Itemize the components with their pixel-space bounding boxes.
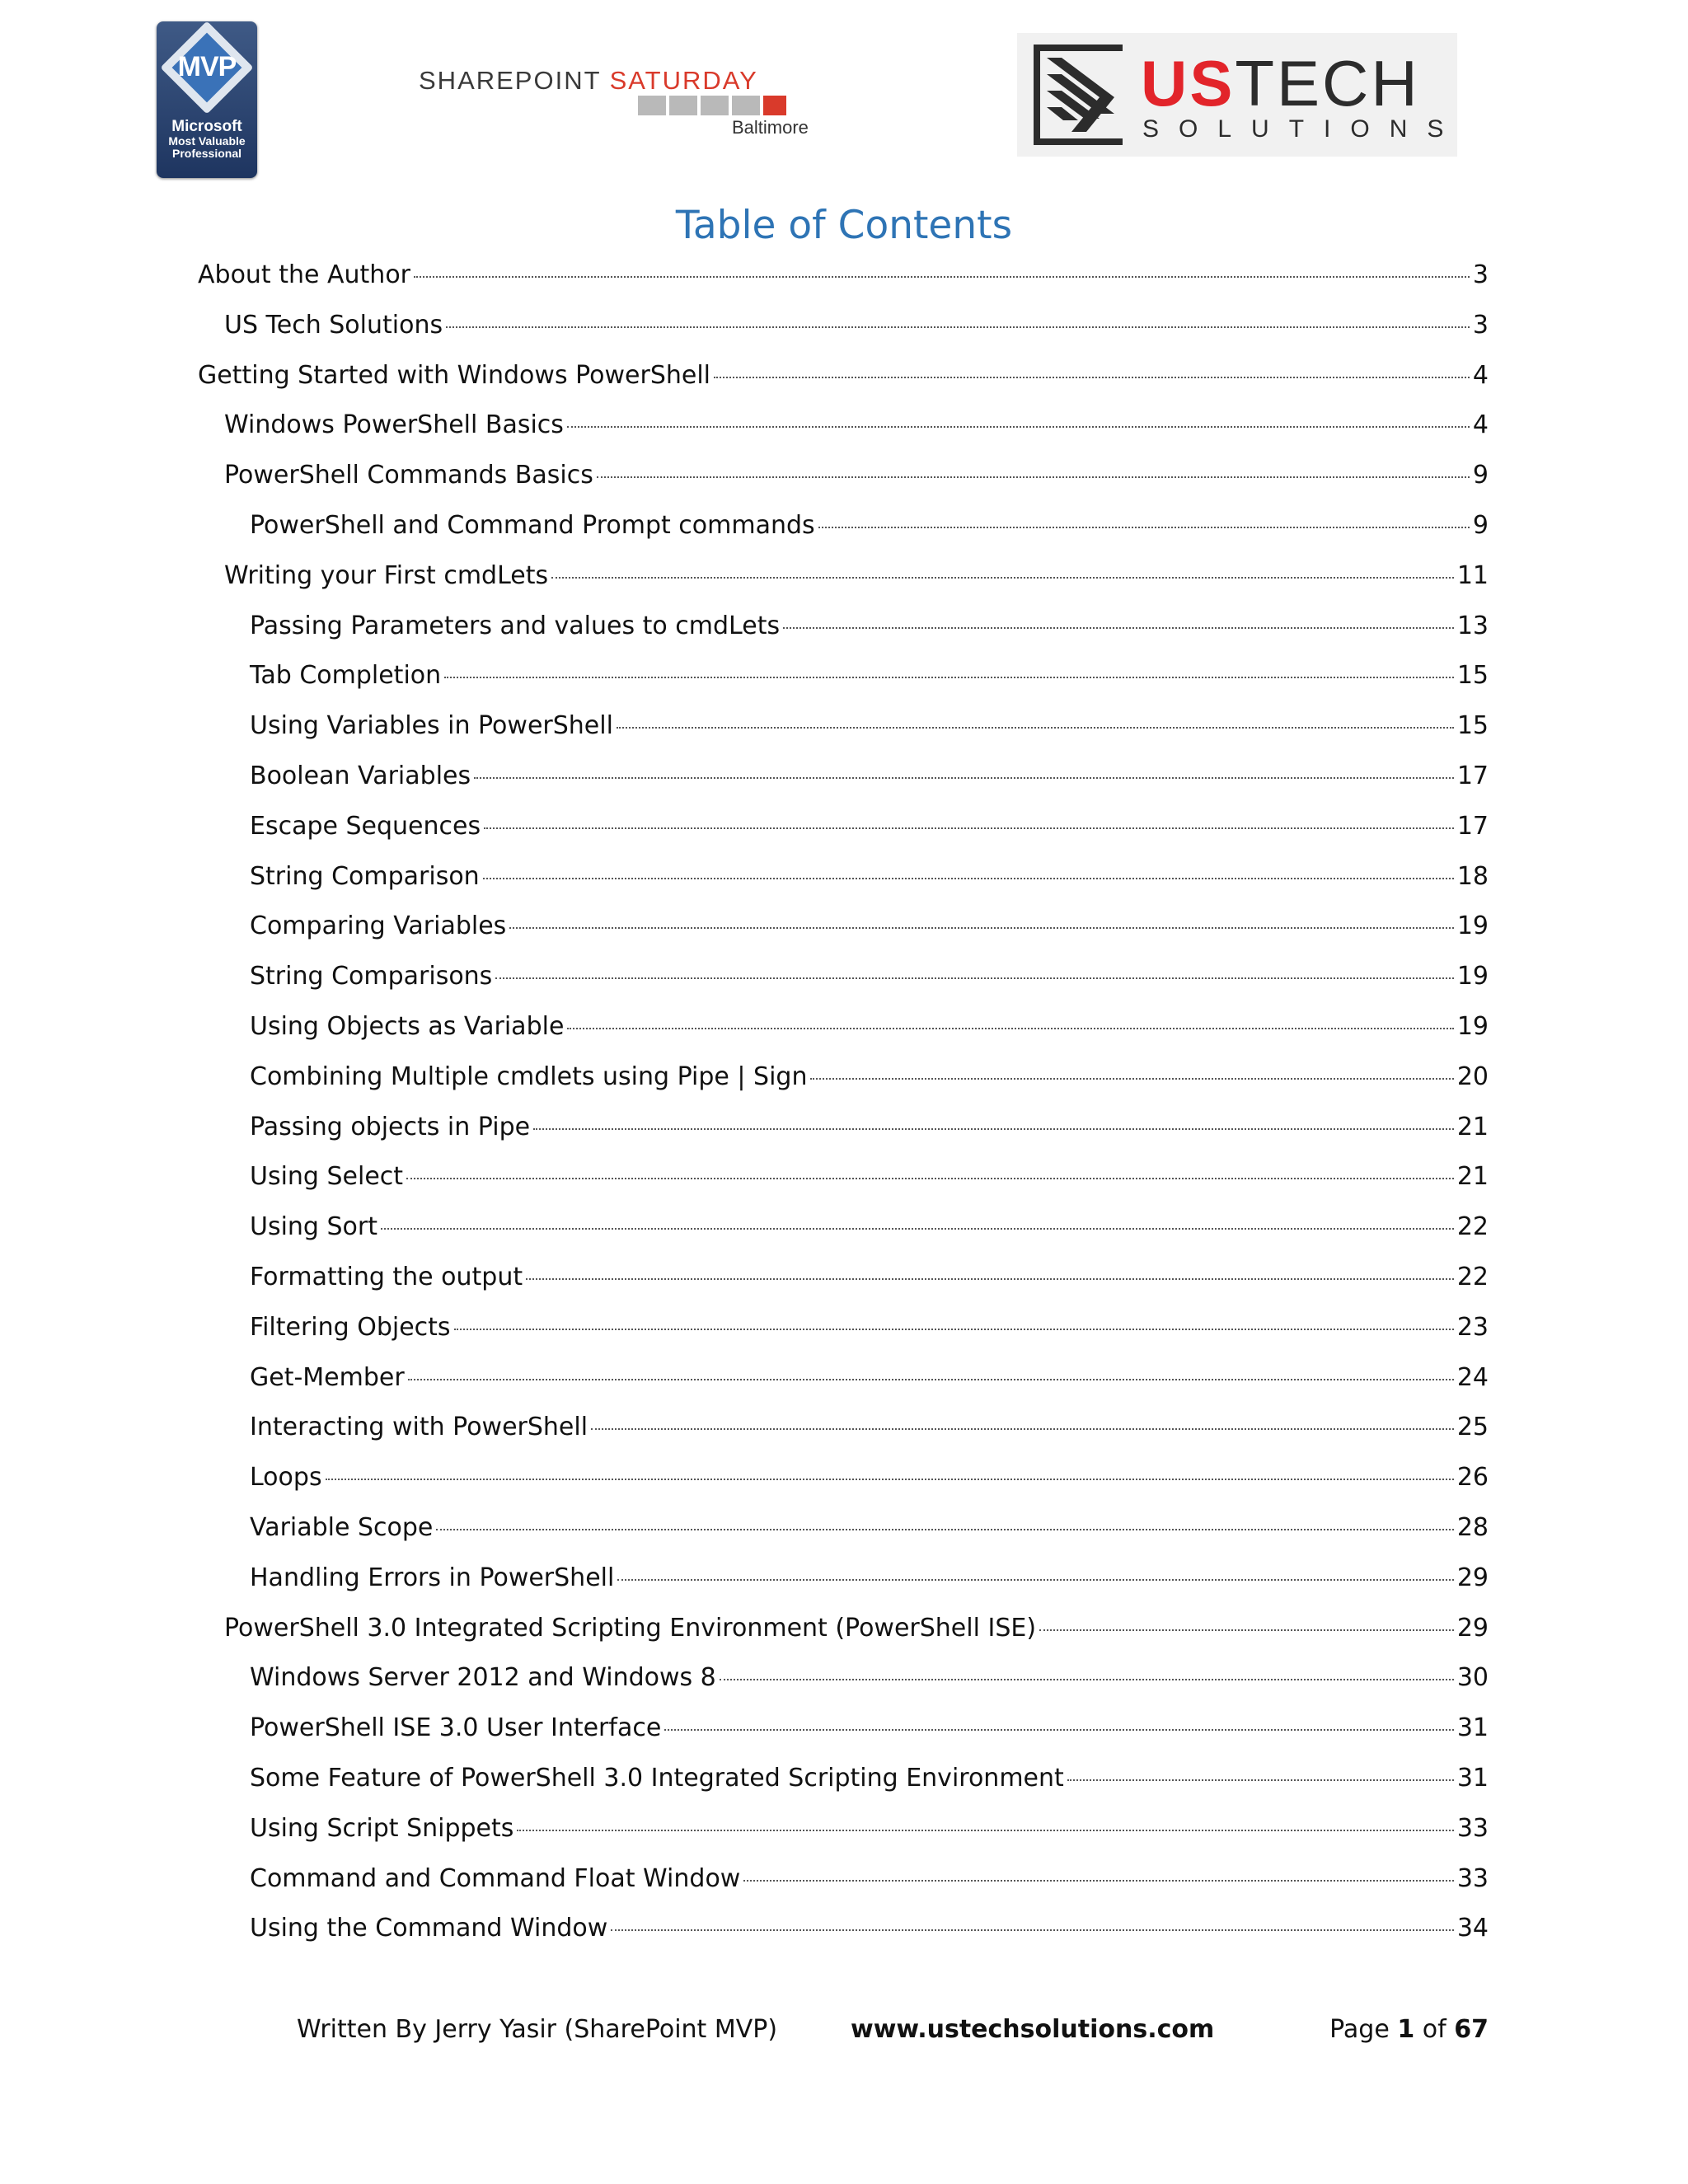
toc-entry[interactable] (250, 1363, 1489, 1403)
toc-entry-page: 19 (1456, 1012, 1489, 1041)
toc-entry-title: PowerShell and Command Prompt commands (250, 511, 815, 540)
toc-entry-page: 33 (1456, 1864, 1489, 1893)
toc-entry-title: Tab Completion (250, 661, 442, 690)
toc-entry[interactable] (250, 1713, 1489, 1753)
toc-entry-page: 31 (1456, 1764, 1489, 1793)
toc-dot-leader (551, 577, 1454, 579)
toc-dot-leader (533, 1128, 1454, 1130)
toc-entry[interactable] (250, 1113, 1489, 1152)
toc-dot-leader (454, 1329, 1454, 1330)
mvp-logo (157, 21, 257, 178)
toc-entry[interactable] (250, 812, 1489, 851)
toc-entry[interactable] (250, 612, 1489, 651)
toc-entry-title: Escape Sequences (250, 812, 481, 841)
toc-entry[interactable] (224, 561, 1489, 601)
toc-entry[interactable] (224, 461, 1489, 500)
toc-entry-title: Using the Command Window (250, 1914, 608, 1943)
sps-blocks-icon (638, 96, 786, 115)
toc-dot-leader (617, 1579, 1453, 1581)
toc-entry[interactable] (250, 661, 1489, 701)
toc-entry-title: Using Script Snippets (250, 1814, 514, 1843)
toc-dot-leader (474, 777, 1454, 779)
toc-entry[interactable] (224, 410, 1489, 450)
toc-dot-leader (408, 1379, 1454, 1380)
toc-dot-leader (591, 1428, 1454, 1430)
toc-dot-leader (783, 627, 1454, 629)
toc-entry-page: 33 (1456, 1814, 1489, 1843)
toc-dot-leader (484, 827, 1454, 829)
toc-dot-leader (818, 527, 1470, 528)
toc-dot-leader (664, 1729, 1454, 1731)
toc-dot-leader (526, 1278, 1454, 1280)
toc-entry-title: Some Feature of PowerShell 3.0 Integrated Scripting Environment (250, 1764, 1064, 1793)
mvp-logo-line2: Most Valuable (168, 134, 246, 148)
toc-entry[interactable] (250, 1212, 1489, 1252)
toc-entry[interactable] (250, 1012, 1489, 1052)
toc-dot-leader (483, 878, 1454, 879)
toc-entry-page: 3 (1472, 260, 1489, 289)
toc-entry[interactable] (250, 762, 1489, 801)
toc-entry-title: US Tech Solutions (224, 311, 443, 340)
toc-dot-leader (517, 1830, 1453, 1831)
toc-entry-page: 19 (1456, 912, 1489, 940)
mvp-logo-letters: MVP (177, 51, 237, 82)
mvp-logo-line3: Professional (171, 146, 242, 160)
toc-entry-title: Windows Server 2012 and Windows 8 (250, 1663, 716, 1692)
toc-dot-leader (436, 1529, 1453, 1530)
toc-entry-title: Command and Command Float Window (250, 1864, 741, 1893)
toc-entry-page: 31 (1456, 1713, 1489, 1742)
toc-entry-page: 25 (1456, 1413, 1489, 1441)
toc-dot-leader (720, 1679, 1454, 1680)
toc-entry-title: Loops (250, 1463, 322, 1492)
toc-entry[interactable] (250, 1914, 1489, 1953)
footer-page-current: 1 (1397, 2015, 1415, 2044)
toc-dot-leader (495, 977, 1453, 979)
toc-entry[interactable] (250, 1162, 1489, 1202)
toc-entry[interactable] (224, 1614, 1489, 1653)
toc-entry-page: 3 (1472, 311, 1489, 340)
toc-entry-title: Boolean Variables (250, 762, 471, 790)
toc-entry-title: Filtering Objects (250, 1313, 451, 1342)
toc-entry-title: Passing Parameters and values to cmdLets (250, 612, 781, 640)
toc-dot-leader (414, 276, 1470, 278)
toc-dot-leader (509, 927, 1454, 929)
toc-entry-title: Get-Member (250, 1363, 405, 1392)
toc-entry[interactable] (250, 511, 1489, 551)
toc-entry-title: String Comparison (250, 862, 480, 891)
toc-entry[interactable] (250, 1513, 1489, 1553)
toc-entry-page: 11 (1456, 561, 1489, 590)
toc-entry-page: 30 (1456, 1663, 1489, 1692)
toc-dot-leader (381, 1228, 1454, 1230)
toc-entry-page: 23 (1456, 1313, 1489, 1342)
toc-entry-title: Using Select (250, 1162, 404, 1191)
toc-entry-page: 17 (1456, 762, 1489, 790)
toc-entry[interactable] (198, 361, 1489, 401)
footer-page-number (1329, 2015, 1489, 2044)
mvp-logo-line1: Microsoft (171, 118, 242, 135)
footer-page-of: of (1422, 2015, 1447, 2044)
toc-entry-page: 18 (1456, 862, 1489, 891)
toc-entry-title: Variable Scope (250, 1513, 434, 1542)
toc-dot-leader (810, 1078, 1453, 1080)
toc-entry-page: 13 (1456, 612, 1489, 640)
toc-entry-title: Combining Multiple cmdlets using Pipe | Sign (250, 1062, 808, 1091)
toc-entry[interactable] (250, 1764, 1489, 1803)
toc-dot-leader (567, 1028, 1453, 1029)
toc-entry[interactable] (250, 962, 1489, 1001)
toc-dot-leader (444, 677, 1454, 678)
toc-entry-page: 26 (1456, 1463, 1489, 1492)
footer-page-label: Page (1329, 2015, 1390, 2044)
toc-entry[interactable] (250, 1313, 1489, 1352)
toc-entry-page: 4 (1472, 361, 1489, 390)
toc-entry-title: Comparing Variables (250, 912, 507, 940)
toc-entry-page: 21 (1456, 1113, 1489, 1141)
toc-entry-title: String Comparisons (250, 962, 493, 991)
toc-dot-leader (326, 1479, 1454, 1480)
toc-dot-leader (597, 476, 1470, 478)
toc-dot-leader (446, 326, 1470, 328)
toc-entry-title: Interacting with PowerShell (250, 1413, 588, 1441)
page-title: Table of Contents (675, 203, 1013, 248)
toc-entry-page: 15 (1456, 711, 1489, 740)
footer-website-link[interactable]: www.ustechsolutions.com (851, 2015, 1215, 2044)
toc-entry-page: 20 (1456, 1062, 1489, 1091)
toc-entry-page: 29 (1456, 1563, 1489, 1592)
ustech-logo-sub: SOLUTIONS (1142, 115, 1464, 143)
toc-entry-title: Windows PowerShell Basics (224, 410, 564, 439)
sps-logo-part2: SATURDAY (609, 66, 758, 95)
toc-dot-leader (1067, 1779, 1454, 1781)
toc-entry[interactable] (250, 862, 1489, 902)
toc-entry-page: 21 (1456, 1162, 1489, 1191)
toc-entry-title: About the Author (198, 260, 411, 289)
toc-entry[interactable] (250, 1263, 1489, 1302)
ustech-logo-us: US (1141, 47, 1236, 120)
toc-dot-leader (1039, 1629, 1454, 1631)
toc-entry-page: 9 (1472, 461, 1489, 490)
toc-entry[interactable] (250, 1663, 1489, 1703)
toc-entry-page: 19 (1456, 962, 1489, 991)
toc-dot-leader (617, 727, 1454, 729)
toc-entry[interactable] (250, 1062, 1489, 1102)
toc-dot-leader (714, 377, 1470, 378)
toc-entry[interactable] (250, 912, 1489, 951)
toc-entry-title: PowerShell ISE 3.0 User Interface (250, 1713, 662, 1742)
toc-entry-page: 22 (1456, 1263, 1489, 1291)
ustech-solutions-logo (1017, 33, 1464, 157)
toc-entry-page: 22 (1456, 1212, 1489, 1241)
toc-entry-page: 24 (1456, 1363, 1489, 1392)
toc-entry-page: 34 (1456, 1914, 1489, 1943)
toc-entry-page: 17 (1456, 812, 1489, 841)
ustech-logo-tech: TECH (1235, 47, 1420, 120)
toc-dot-leader (567, 426, 1470, 428)
toc-entry-title: Getting Started with Windows PowerShell (198, 361, 711, 390)
toc-entry-title: PowerShell 3.0 Integrated Scripting Environment (PowerShell ISE) (224, 1614, 1037, 1643)
toc-entry-title: PowerShell Commands Basics (224, 461, 593, 490)
toc-entry-title: Formatting the output (250, 1263, 523, 1291)
ustech-mark-icon (1029, 38, 1128, 152)
toc-entry-title: Passing objects in Pipe (250, 1113, 531, 1141)
toc-dot-leader (743, 1880, 1453, 1882)
toc-entry[interactable] (224, 311, 1489, 350)
page-footer (0, 2015, 1688, 2056)
sharepoint-saturday-logo (419, 66, 814, 140)
sps-logo-part1: SHAREPOINT (419, 66, 610, 95)
toc-entry[interactable] (250, 1814, 1489, 1854)
toc-entry-page: 29 (1456, 1614, 1489, 1643)
toc-entry-page: 28 (1456, 1513, 1489, 1542)
toc-entry-title: Using Sort (250, 1212, 378, 1241)
toc-entry-title: Using Objects as Variable (250, 1012, 565, 1041)
toc-entry[interactable] (250, 1864, 1489, 1904)
toc-dot-leader (611, 1929, 1454, 1931)
toc-entry-title: Using Variables in PowerShell (250, 711, 613, 740)
toc-dot-leader (406, 1178, 1454, 1179)
toc-entry-page: 9 (1472, 511, 1489, 540)
toc-entry[interactable] (250, 1463, 1489, 1502)
toc-entry[interactable] (250, 1413, 1489, 1452)
toc-entry-title: Handling Errors in PowerShell (250, 1563, 615, 1592)
footer-author: Written By Jerry Yasir (SharePoint MVP) (297, 2015, 778, 2044)
toc-entry-page: 15 (1456, 661, 1489, 690)
toc-entry[interactable] (198, 260, 1489, 300)
toc-entry[interactable] (250, 711, 1489, 751)
toc-entry-page: 4 (1472, 410, 1489, 439)
toc-entry[interactable] (250, 1563, 1489, 1603)
sps-logo-city: Baltimore (732, 117, 809, 138)
footer-page-total: 67 (1454, 2015, 1489, 2044)
toc-entry-title: Writing your First cmdLets (224, 561, 549, 590)
